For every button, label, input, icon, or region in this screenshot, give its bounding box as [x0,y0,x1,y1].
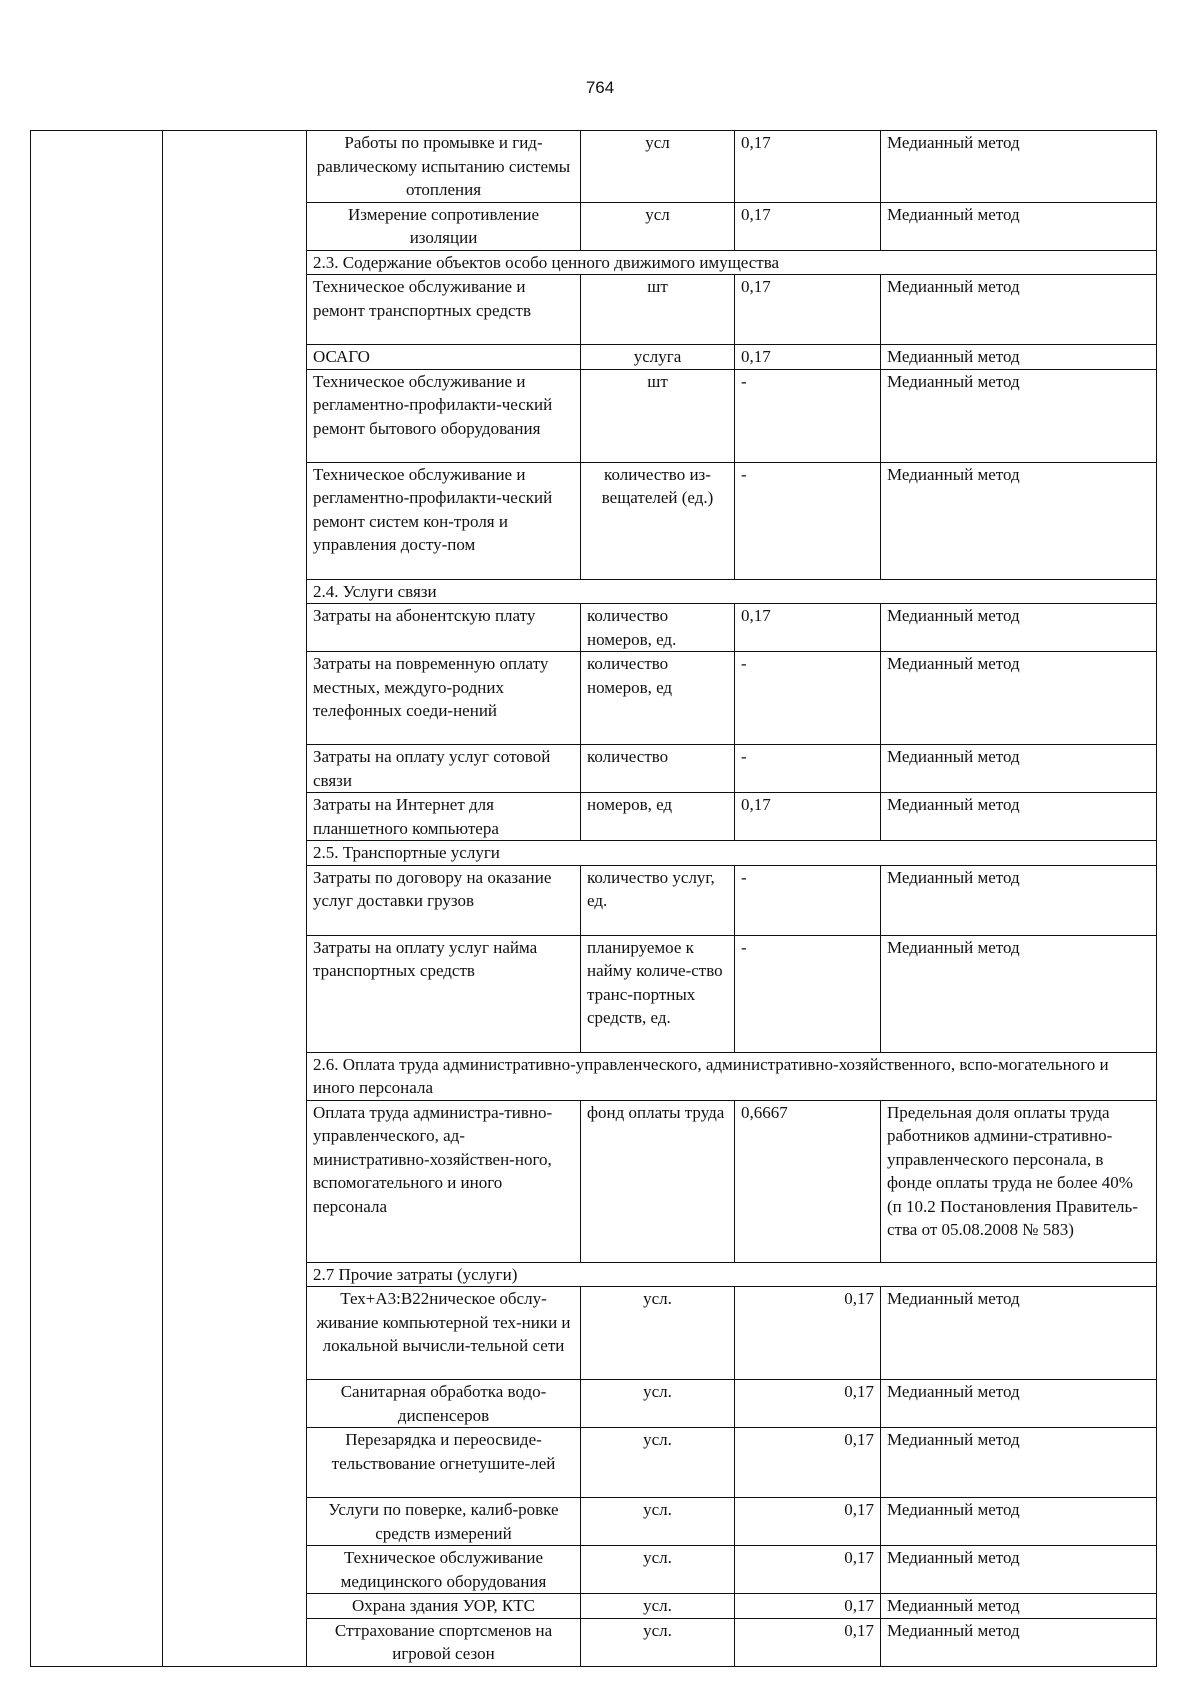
section-heading: 2.6. Оплата труда административно-управленческого, административно-хозяйственного, вспо-могательного и иного персонала [307,1052,1157,1100]
item-value: - [735,935,881,1052]
item-unit: усл. [581,1428,735,1498]
item-unit: шт [581,369,735,462]
item-method: Медианный метод [881,652,1157,745]
item-unit: усл. [581,1618,735,1666]
item-method: Медианный метод [881,793,1157,841]
item-method: Медианный метод [881,345,1157,370]
item-unit: количество номеров, ед [581,652,735,745]
item-unit: усл. [581,1546,735,1594]
item-unit: усл. [581,1380,735,1428]
blank-column-2 [163,131,307,1667]
item-name: Затраты на оплату услуг найма транспортных средств [307,935,581,1052]
item-method: Медианный метод [881,1498,1157,1546]
item-value: 0,17 [735,1498,881,1546]
item-name: Затраты на Интернет для планшетного компьютера [307,793,581,841]
section-heading: 2.4. Услуги связи [307,579,1157,604]
item-name: Затраты на повременную оплату местных, междуго-родних телефонных соеди-нений [307,652,581,745]
item-name: Работы по промывке и гид-равлическому испытанию системы отопления [307,131,581,203]
item-name: Охрана здания УОР, КТС [307,1594,581,1619]
item-value: 0,17 [735,604,881,652]
section-heading: 2.7 Прочие затраты (услуги) [307,1262,1157,1287]
item-name: Техническое обслуживание и ремонт транспортных средств [307,275,581,345]
item-value: 0,17 [735,1287,881,1380]
item-method: Медианный метод [881,1618,1157,1666]
cost-norms-table [30,130,1157,1667]
item-value: 0,6667 [735,1100,881,1262]
item-name: Техническое обслуживание и регламентно-профилакти-ческий ремонт систем кон-троля и управления досту-пом [307,462,581,579]
item-name: ОСАГО [307,345,581,370]
item-value: 0,17 [735,275,881,345]
item-name: Оплата труда администра-тивно-управленческого, ад-министративно-хозяйствен-ного, вспомогательного и иного персонала [307,1100,581,1262]
item-method: Медианный метод [881,202,1157,250]
item-method: Медианный метод [881,462,1157,579]
item-name: Затраты на абонентскую плату [307,604,581,652]
blank-column-1 [31,131,163,1667]
item-unit: усл. [581,1287,735,1380]
item-value: 0,17 [735,1546,881,1594]
item-value: 0,17 [735,793,881,841]
item-unit: номеров, ед [581,793,735,841]
item-method: Медианный метод [881,1594,1157,1619]
item-unit: усл [581,131,735,203]
item-name: Тех+А3:В22ническое обслу-живание компьютерной тех-ники и локальной вычисли-тельной сети [307,1287,581,1380]
item-method: Медианный метод [881,935,1157,1052]
item-unit: фонд оплаты труда [581,1100,735,1262]
item-value: - [735,652,881,745]
item-value: 0,17 [735,1380,881,1428]
item-name: Затраты по договору на оказание услуг доставки грузов [307,865,581,935]
item-method: Медианный метод [881,604,1157,652]
item-value: - [735,462,881,579]
item-method: Медианный метод [881,865,1157,935]
item-value: 0,17 [735,1618,881,1666]
item-unit: количество номеров, ед. [581,604,735,652]
section-heading: 2.3. Содержание объектов особо ценного движимого имущества [307,250,1157,275]
item-value: - [735,369,881,462]
item-unit: усл. [581,1498,735,1546]
item-method: Медианный метод [881,131,1157,203]
item-name: Перезарядка и переосвиде-тельствование огнетушите-лей [307,1428,581,1498]
table-body [31,131,1157,1667]
item-method: Медианный метод [881,275,1157,345]
item-method: Предельная доля оплаты труда работников админи-стративно-управленческого персонала, в фонде оплаты труда не более 40% (п 10.2 Постановления Правитель-ства от 05.08.2008 № 583) [881,1100,1157,1262]
table-row [31,131,1157,203]
item-name: Санитарная обработка водо-диспенсеров [307,1380,581,1428]
item-method: Медианный метод [881,1546,1157,1594]
section-heading: 2.5. Транспортные услуги [307,841,1157,866]
item-value: 0,17 [735,131,881,203]
item-name: Затраты на оплату услуг сотовой связи [307,745,581,793]
item-value: 0,17 [735,345,881,370]
item-method: Медианный метод [881,1287,1157,1380]
item-method: Медианный метод [881,1428,1157,1498]
item-value: 0,17 [735,1428,881,1498]
item-unit: усл [581,202,735,250]
item-unit: количество [581,745,735,793]
item-method: Медианный метод [881,369,1157,462]
item-value: - [735,745,881,793]
item-value: 0,17 [735,202,881,250]
item-unit: шт [581,275,735,345]
page-number: 764 [585,78,615,97]
item-value: 0,17 [735,1594,881,1619]
item-unit: количество из-вещателей (ед.) [581,462,735,579]
item-unit: количество услуг, ед. [581,865,735,935]
item-unit: планируемое к найму количе-ство транс-портных средств, ед. [581,935,735,1052]
item-method: Медианный метод [881,1380,1157,1428]
item-name: Измерение сопротивление изоляции [307,202,581,250]
item-unit: усл. [581,1594,735,1619]
item-name: Услуги по поверке, калиб-ровке средств измерений [307,1498,581,1546]
item-name: Техническое обслуживание медицинского оборудования [307,1546,581,1594]
item-value: - [735,865,881,935]
item-method: Медианный метод [881,745,1157,793]
item-unit: услуга [581,345,735,370]
item-name: Сттрахование спортсменов на игровой сезон [307,1618,581,1666]
item-name: Техническое обслуживание и регламентно-профилакти-ческий ремонт бытового оборудования [307,369,581,462]
